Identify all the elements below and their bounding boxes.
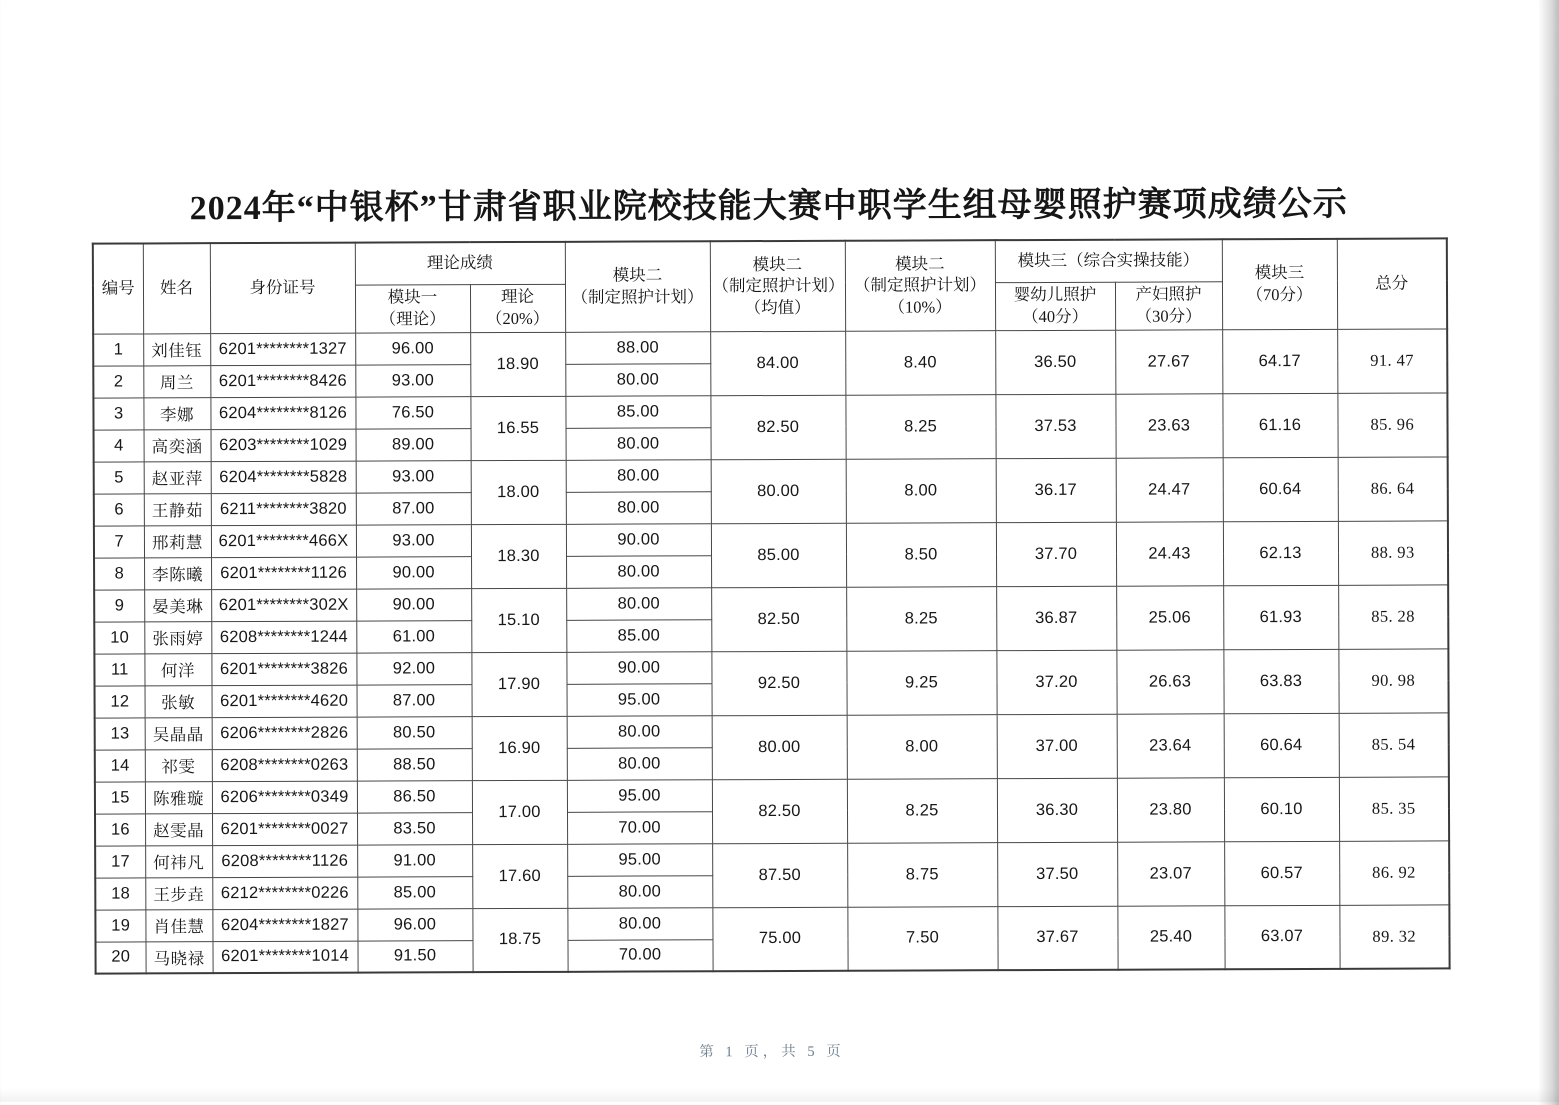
cell-module1: 93.00: [356, 524, 471, 556]
cell-module1: 96.00: [355, 332, 470, 364]
header-cell-module2-avg: [710, 241, 845, 332]
cell-name: 周兰: [143, 365, 210, 397]
table-row: [95, 776, 1449, 813]
cell-theory20: 16.55: [470, 396, 565, 460]
cell-module3-70: 61.16: [1222, 393, 1337, 457]
cell-module2: 80.00: [567, 907, 712, 940]
cell-id: 6201********4620: [212, 685, 357, 718]
header-line: （制定照护计划）: [712, 276, 845, 296]
cell-name: 刘佳钰: [143, 333, 210, 365]
cell-module3-70: 60.64: [1224, 713, 1339, 777]
cell-no: 13: [95, 717, 145, 749]
cell-name: 吴晶晶: [145, 717, 212, 749]
cell-module2-10pct: 8.25: [845, 394, 995, 459]
cell-name: 何祎凡: [145, 845, 212, 877]
cell-maternal-care: 27.67: [1115, 329, 1222, 393]
table-row: [95, 904, 1449, 941]
cell-no: 12: [95, 685, 145, 717]
cell-no: 10: [94, 621, 144, 653]
cell-module1: 90.00: [356, 588, 471, 620]
cell-module1: 93.00: [356, 460, 471, 492]
cell-name: 赵亚萍: [144, 461, 211, 493]
cell-module2-avg: 92.50: [711, 651, 846, 716]
cell-id: 6201********0027: [212, 813, 357, 846]
cell-module2-avg: 80.00: [711, 459, 846, 524]
header-line: （制定照护计划）: [571, 287, 704, 308]
table-row: [94, 520, 1448, 557]
cell-module1: 76.50: [355, 396, 470, 428]
cell-module2: 80.00: [567, 715, 712, 748]
cell-name: 王静茹: [144, 493, 211, 525]
header-line: （30分）: [1135, 306, 1202, 326]
cell-module1: 87.00: [357, 684, 472, 716]
cell-module2: 70.00: [567, 939, 712, 972]
cell-maternal-care: 23.63: [1115, 393, 1222, 457]
header-line: 模块一: [387, 287, 438, 307]
cell-name: 高奕涵: [144, 429, 211, 461]
header-cell-no: 编号: [93, 243, 143, 333]
cell-theory20: 16.90: [472, 716, 567, 780]
cell-no: 20: [95, 941, 145, 973]
cell-maternal-care: 23.64: [1117, 713, 1224, 777]
table-row: [95, 840, 1449, 877]
results-table-body: [93, 328, 1449, 973]
cell-module2: 95.00: [567, 843, 712, 876]
cell-module2-10pct: 8.00: [846, 458, 996, 523]
header-cell-id: 身份证号: [210, 243, 355, 334]
cell-name: 何洋: [144, 653, 211, 685]
header-line: 婴幼儿照护: [1013, 285, 1097, 305]
cell-module2-avg: 84.00: [710, 331, 845, 396]
header-line: （20%）: [485, 308, 550, 329]
cell-name: 张雨婷: [144, 621, 211, 653]
cell-id: 6206********0349: [212, 781, 357, 814]
header-line: 模块二: [895, 253, 945, 274]
cell-id: 6201********1014: [212, 941, 357, 974]
cell-infant-care: 37.50: [997, 842, 1117, 906]
cell-no: 17: [95, 845, 145, 877]
cell-id: 6201********1327: [210, 333, 355, 366]
cell-module2-10pct: 9.25: [846, 650, 996, 715]
cell-id: 6201********302X: [211, 589, 356, 622]
cell-total: 85. 54: [1339, 712, 1449, 776]
cell-theory20: 17.60: [472, 844, 567, 908]
cell-module2: 85.00: [565, 395, 710, 428]
table-row: [94, 584, 1448, 621]
cell-module2-avg: 80.00: [712, 715, 847, 780]
cell-module1: 92.00: [356, 652, 471, 684]
cell-maternal-care: 25.40: [1117, 905, 1224, 969]
cell-id: 6212********0226: [212, 877, 357, 910]
cell-id: 6211********3820: [211, 493, 356, 526]
cell-no: 6: [94, 493, 144, 525]
cell-infant-care: 36.87: [996, 586, 1116, 650]
header-cell-theory20: [470, 284, 565, 332]
cell-module3-70: 63.83: [1223, 649, 1338, 713]
cell-theory20: 18.75: [472, 908, 567, 972]
header-line: （均值）: [744, 298, 811, 318]
cell-module2-10pct: 8.50: [846, 522, 996, 587]
cell-maternal-care: 25.06: [1116, 585, 1223, 649]
cell-name: 马晓禄: [145, 941, 212, 973]
cell-name: 陈雅璇: [145, 781, 212, 813]
cell-name: 李娜: [143, 397, 210, 429]
cell-module2-avg: 85.00: [711, 523, 846, 588]
cell-module3-70: 60.10: [1224, 777, 1339, 841]
cell-name: 赵雯晶: [145, 813, 212, 845]
header-cell-maternal-care: [1115, 281, 1222, 329]
cell-module3-70: 62.13: [1223, 521, 1338, 585]
cell-name: 李陈曦: [144, 557, 211, 589]
cell-infant-care: 36.30: [997, 778, 1117, 842]
cell-id: 6204********8126: [210, 397, 355, 430]
cell-module2: 95.00: [567, 683, 712, 716]
cell-module2-10pct: 8.40: [845, 330, 995, 395]
cell-maternal-care: 23.07: [1117, 841, 1224, 905]
cell-no: 16: [95, 813, 145, 845]
cell-module1: 93.00: [355, 364, 470, 396]
cell-total: 85. 28: [1338, 584, 1448, 648]
table-row: [94, 648, 1448, 685]
cell-module1: 86.50: [357, 780, 472, 812]
cell-module2-10pct: 8.00: [847, 714, 997, 779]
cell-theory20: 18.30: [471, 524, 566, 588]
table-row: [93, 328, 1447, 365]
cell-no: 2: [93, 365, 143, 397]
cell-total: 85. 96: [1337, 392, 1447, 456]
cell-module2: 80.00: [566, 587, 711, 620]
cell-module1: 96.00: [357, 908, 472, 940]
header-line: （理论）: [379, 309, 446, 329]
cell-id: 6201********3826: [211, 653, 356, 686]
header-line: （制定照护计划）: [853, 275, 987, 296]
cell-id: 6208********1244: [211, 621, 356, 654]
cell-total: 90. 98: [1338, 648, 1448, 712]
cell-maternal-care: 23.80: [1117, 777, 1224, 841]
cell-id: 6208********0263: [212, 749, 357, 782]
cell-module2-10pct: 7.50: [847, 906, 997, 971]
cell-module2: 80.00: [566, 555, 711, 588]
cell-module2-avg: 82.50: [712, 779, 847, 844]
header-line: 模块三: [1254, 263, 1305, 283]
header-cell-infant-care: [995, 282, 1115, 330]
cell-theory20: 17.00: [472, 780, 567, 844]
cell-no: 4: [94, 429, 144, 461]
cell-no: 9: [94, 589, 144, 621]
header-cell-module1: [355, 284, 470, 332]
cell-total: 91. 47: [1337, 328, 1447, 392]
cell-name: 晏美琳: [144, 589, 211, 621]
cell-theory20: 18.90: [470, 332, 565, 396]
cell-id: 6208********1126: [212, 845, 357, 878]
cell-module1: 91.00: [357, 844, 472, 876]
page-footer: 第 1 页，共 5 页: [699, 1043, 845, 1061]
cell-module1: 61.00: [356, 620, 471, 652]
cell-module2-10pct: 8.25: [847, 778, 997, 843]
cell-infant-care: 37.70: [996, 522, 1116, 586]
cell-maternal-care: 24.43: [1116, 521, 1223, 585]
cell-infant-care: 37.53: [995, 394, 1115, 458]
cell-id: 6204********1827: [212, 909, 357, 942]
cell-module3-70: 63.07: [1224, 905, 1339, 969]
cell-name: 邢莉慧: [144, 525, 211, 557]
cell-module2: 70.00: [567, 811, 712, 844]
cell-module1: 85.00: [357, 876, 472, 908]
cell-no: 11: [94, 653, 144, 685]
cell-name: 王步垚: [145, 877, 212, 909]
cell-module2: 80.00: [567, 875, 712, 908]
header-group-theory: 理论成绩: [355, 242, 565, 285]
cell-infant-care: 36.50: [995, 330, 1115, 394]
cell-infant-care: 37.20: [996, 650, 1116, 714]
cell-total: 88. 93: [1338, 520, 1448, 584]
cell-maternal-care: 26.63: [1116, 649, 1223, 713]
cell-module1: 87.00: [356, 492, 471, 524]
cell-id: 6201********1126: [211, 557, 356, 590]
cell-total: 86. 64: [1338, 456, 1448, 520]
table-row: [94, 456, 1448, 493]
cell-module2-10pct: 8.75: [847, 842, 997, 907]
cell-id: 6201********466X: [211, 525, 356, 558]
header-line: （40分）: [1022, 306, 1089, 327]
cell-total: 85. 35: [1339, 776, 1449, 840]
header-line: （10%）: [888, 297, 952, 317]
cell-no: 3: [93, 397, 143, 429]
cell-name: 祁雯: [145, 749, 212, 781]
cell-no: 15: [95, 781, 145, 813]
cell-no: 14: [95, 749, 145, 781]
cell-infant-care: 36.17: [996, 458, 1116, 522]
cell-infant-care: 37.00: [997, 714, 1117, 778]
cell-module3-70: 60.64: [1223, 457, 1338, 521]
cell-module3-70: 61.93: [1223, 585, 1338, 649]
cell-no: 5: [94, 461, 144, 493]
cell-total: 89. 32: [1339, 904, 1449, 968]
cell-module2: 80.00: [566, 491, 711, 524]
cell-module2: 80.00: [567, 747, 712, 780]
cell-no: 8: [94, 557, 144, 589]
header-line: 产妇照护: [1135, 284, 1202, 304]
cell-maternal-care: 24.47: [1116, 457, 1223, 521]
cell-module2-avg: 82.50: [710, 395, 845, 460]
cell-id: 6204********5828: [211, 461, 356, 494]
cell-no: 1: [93, 333, 143, 365]
results-table: [92, 237, 1451, 974]
cell-theory20: 18.00: [471, 460, 566, 524]
cell-module2-10pct: 8.25: [846, 586, 996, 651]
cell-theory20: 15.10: [471, 588, 566, 652]
cell-module3-70: 60.57: [1224, 841, 1339, 905]
cell-infant-care: 37.67: [997, 906, 1117, 970]
cell-id: 6203********1029: [211, 429, 356, 462]
cell-no: 18: [95, 877, 145, 909]
header-cell-module2: [565, 241, 710, 332]
cell-name: 肖佳慧: [145, 909, 212, 941]
cell-module2: 88.00: [565, 331, 710, 364]
header-cell-name: 姓名: [143, 243, 210, 333]
cell-name: 张敏: [145, 685, 212, 717]
cell-module2: 80.00: [566, 427, 711, 460]
cell-module2: 90.00: [566, 523, 711, 556]
header-cell-module2-10pct: [845, 240, 995, 331]
cell-module2-avg: 75.00: [712, 907, 847, 972]
cell-module2-avg: 87.50: [712, 843, 847, 908]
cell-total: 86. 92: [1339, 840, 1449, 904]
table-header: [93, 238, 1447, 333]
header-cell-module3-70: [1222, 239, 1337, 329]
header-group-module3: 模块三（综合实操技能）: [995, 239, 1222, 282]
header-line: 模块二: [612, 265, 663, 286]
cell-module1: 89.00: [356, 428, 471, 460]
header-cell-total: 总分: [1337, 238, 1447, 328]
cell-module2-avg: 82.50: [711, 587, 846, 652]
cell-module2: 80.00: [565, 363, 710, 396]
cell-id: 6201********8426: [210, 365, 355, 398]
cell-module2: 85.00: [566, 619, 711, 652]
cell-theory20: 17.90: [471, 652, 566, 716]
table-row: [93, 392, 1447, 429]
page-title: 2024年“中银杯”甘肃省职业院校技能大赛中职学生组母婴照护赛项成绩公示: [189, 185, 1348, 228]
cell-module2: 90.00: [566, 651, 711, 684]
cell-module1: 83.50: [357, 812, 472, 844]
header-line: 模块二: [752, 254, 803, 274]
header-line: （70分）: [1246, 285, 1313, 305]
header-line: 理论: [500, 287, 535, 307]
cell-module3-70: 64.17: [1222, 329, 1337, 393]
table-row: [95, 712, 1449, 749]
cell-module1: 90.00: [356, 556, 471, 588]
cell-no: 7: [94, 525, 144, 557]
cell-no: 19: [95, 909, 145, 941]
cell-module1: 88.50: [357, 748, 472, 780]
cell-module1: 80.50: [357, 716, 472, 748]
cell-module2: 95.00: [567, 779, 712, 812]
cell-module1: 91.50: [357, 940, 472, 972]
cell-module2: 80.00: [566, 459, 711, 492]
cell-id: 6206********2826: [212, 717, 357, 750]
